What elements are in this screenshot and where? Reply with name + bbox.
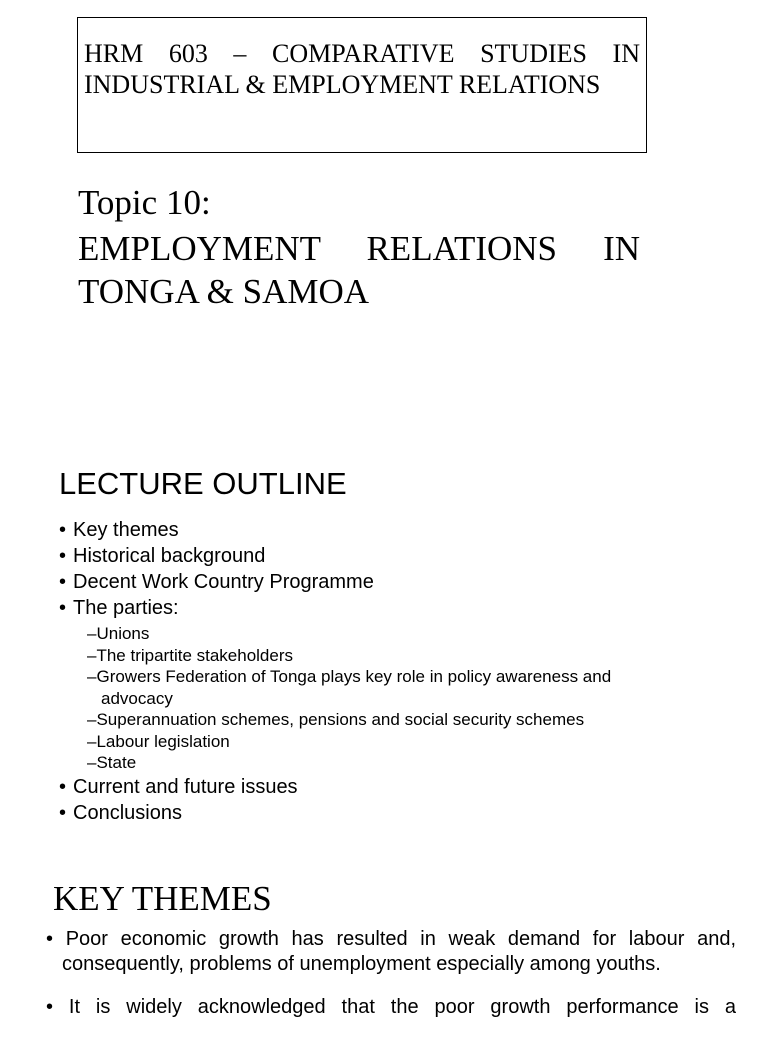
outline-sub-item: –Labour legislation: [87, 731, 230, 751]
bullet-icon: •: [46, 928, 54, 950]
key-themes-list: [46, 927, 736, 1038]
outline-item: • Conclusions: [59, 801, 182, 824]
outline-sub-item: –State: [87, 753, 137, 772]
outline-item: • Current and future issues: [59, 775, 298, 798]
lecture-outline-list: [59, 517, 699, 826]
bullet-icon: •: [59, 571, 67, 593]
outline-item: • The parties: –Unions –The tripartite stakeholders –Growers Federation of Tonga plays key role in policy awareness and advocacy –Superannuation schemes, pensions and social security schemes –Labour legislation –State: [59, 595, 699, 774]
topic-title: EMPLOYMENT RELATIONS IN TONGA & SAMOA: [78, 229, 640, 311]
bullet-icon: •: [59, 801, 67, 824]
dash-icon: –: [87, 645, 97, 665]
key-theme-point: • Poor economic growth has resulted in weak demand for labour and, consequently, problems of unemployment especially among youths.: [46, 928, 736, 975]
dash-icon: –: [87, 753, 97, 772]
outline-item: • Key themes: [59, 519, 179, 541]
parties-sub-list: [87, 623, 699, 774]
topic-label: Topic 10:: [78, 183, 211, 222]
bullet-icon: •: [59, 597, 67, 619]
outline-sub-item: –The tripartite stakeholders: [87, 645, 294, 665]
bullet-icon: •: [46, 996, 54, 1018]
key-theme-point: • It is widely acknowledged that the poor growth performance is a: [46, 996, 736, 1018]
dash-icon: –: [87, 710, 97, 729]
outline-sub-item: –Growers Federation of Tonga plays key role in policy awareness and advocacy: [87, 667, 612, 708]
dash-icon: –: [87, 667, 97, 686]
bullet-icon: •: [59, 775, 67, 798]
lecture-outline-heading: LECTURE OUTLINE: [59, 466, 347, 501]
dash-icon: –: [87, 624, 97, 643]
outline-sub-item: –Unions: [87, 624, 150, 643]
bullet-icon: •: [59, 519, 67, 541]
course-title: HRM 603 – COMPARATIVE STUDIES IN INDUSTRIAL & EMPLOYMENT RELATIONS: [84, 39, 640, 99]
outline-sub-item: –Superannuation schemes, pensions and social security schemes: [87, 710, 585, 729]
outline-item: • Decent Work Country Programme: [59, 571, 374, 593]
outline-item: • Historical background: [59, 545, 266, 567]
dash-icon: –: [87, 731, 97, 751]
bullet-icon: •: [59, 545, 67, 567]
key-themes-heading: KEY THEMES: [53, 879, 272, 918]
